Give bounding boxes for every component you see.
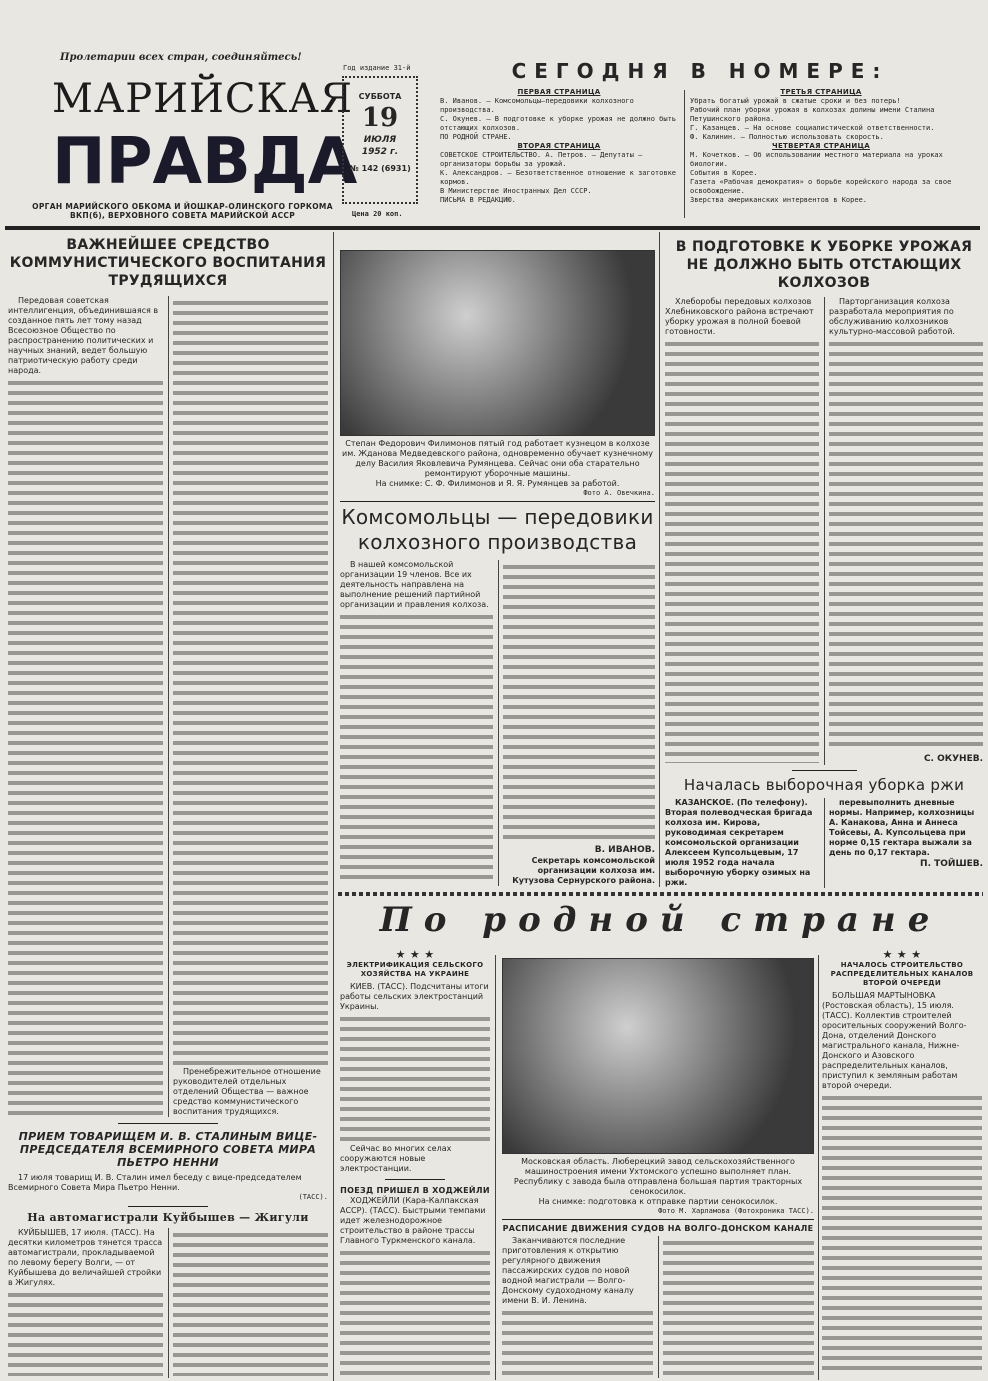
stalin-source: (ТАСС). [298, 1193, 328, 1201]
harvest-headline: В ПОДГОТОВКЕ К УБОРКЕ УРОЖАЯ НЕ ДОЛЖНО БЫТЬ ОТСТАЮЩИХ КОЛХОЗОВ [675, 239, 973, 291]
highway-lead: КУЙБЫШЕВ, 17 июля. (ТАСС). На десятки километров тянется трасса автомагистрали, прокладываемой по левому берегу Волги, — от Куйбышева до величайшей стройки в Жигулях. [8, 1228, 163, 1287]
contents-title: СЕГОДНЯ В НОМЕРЕ: [511, 59, 889, 83]
photo2-caption: Московская область. Люберецкий завод сельскохозяйственного машиностроения имени Ухтомского успешно выполняет план. Республику с завода была отправлена большая партия тракторных сенокосилок. [513, 1157, 803, 1196]
editorial-text-column [173, 298, 328, 1065]
contents-item[interactable]: ПО РОДНОЙ СТРАНЕ. [440, 133, 512, 141]
editorial-headline: ВАЖНЕЙШЕЕ СРЕДСТВО КОММУНИСТИЧЕСКОГО ВОСПИТАНИЯ ТРУДЯЩИХСЯ [9, 237, 327, 289]
day: 19 [361, 103, 399, 133]
komsomol-text-column [340, 612, 493, 884]
rye-headline: Началась выборочная уборка ржи [683, 776, 965, 794]
contents-item[interactable]: К. Александров. — Безответственное отношение к заготовке кормов. [440, 169, 677, 186]
komsomol-author: В. ИВАНОВ. [594, 845, 655, 855]
newspaper-title-line1: МАРИЙСКАЯ [52, 76, 354, 122]
publisher-line: ОРГАН МАРИЙСКОГО ОБКОМА И ЙОШКАР-ОЛИНСКОГО ГОРКОМА ВКП(б), ВЕРХОВНОГО СОВЕТА МАРИЙСКОЙ АССР [32, 202, 333, 220]
canals-lead: БОЛЬШАЯ МАРТЫНОВКА (Ростовская область), 15 июля. (ТАСС). Коллектив строителей оросительных сооружений Волго-Дона, отделений Донского магистрального канала, Нижне-Донского и Азовского распределительных каналов, приступил к земляным работам второй очереди. [822, 991, 967, 1090]
canals-text [822, 1093, 982, 1376]
highway-text-column [8, 1290, 163, 1376]
canals-headline: НАЧАЛОСЬ СТРОИТЕЛЬСТВО РАСПРЕДЕЛИТЕЛЬНЫХ КАНАЛОВ ВТОРОЙ ОЧЕРЕДИ [830, 961, 974, 987]
rye-lead: КАЗАНСКОЕ. (По телефону). Вторая полеводческая бригада колхоза им. Кирова, руководимая секретарем комсомольской организации Алексеем Купсольцевым, 17 июля 1952 года начала выборочную уборку озимых на ржи. [665, 798, 813, 887]
stars-ornament: ★ ★ ★ [395, 948, 435, 961]
photo1-caption: Степан Федорович Филимонов пятый год работает кузнецом в колхозе им. Жданова Медведевского района, одновременно обучает кузнечному делу Василия Яковлевича Румянцева. Сейчас они оба старательно ремонтируют уборочные машины. [342, 439, 653, 478]
train-text [340, 1248, 490, 1376]
price: Цена 20 коп. [352, 210, 403, 218]
contents-item[interactable]: Зверства американских интервентов в Корее. [690, 196, 868, 204]
contents-item[interactable]: События в Корее. [690, 169, 758, 177]
contents-item[interactable]: Ф. Калинин. — Полностью использовать скорость. [690, 133, 884, 141]
photo-blacksmiths [340, 250, 655, 436]
month: ИЮЛЯ [363, 135, 397, 145]
publication-year: Год издание 31-й [343, 64, 411, 72]
contents-item[interactable]: Газета «Рабочая демократия» о борьбе корейского народа за свое освобождение. [690, 178, 952, 195]
section-heading: ЧЕТВЕРТАЯ СТРАНИЦА [772, 142, 870, 150]
rye-lead2: перевыполнить дневные нормы. Например, колхозницы А. Канакова, Анна и Аннеса Тойсевы, А. Купсольцева при норме 0,15 гектара выжали за день по 0,17 гектара. [829, 798, 975, 857]
rye-author: П. ТОЙШЕВ. [920, 859, 983, 869]
stalin-text: 17 июля товарищ И. В. Сталин имел беседу с вице-председателем Всемирного Совета Мира Пьетро Ненни. [8, 1173, 302, 1192]
contents-item[interactable]: С. Окунев. — В подготовке к уборке урожая не должно быть отстающих колхозов. [440, 115, 677, 132]
schedule-text [663, 1238, 814, 1376]
year-date: 1952 г. [361, 147, 399, 157]
section-heading: ВТОРАЯ СТРАНИЦА [517, 142, 601, 150]
schedule-lead: Заканчиваются последние приготовления к открытию регулярного движения пассажирских судов по новой водной магистрали — Волго-Донскому судоходному каналу имени В. И. Ленина. [502, 1236, 634, 1305]
electrification-closing: Сейчас во многих селах сооружаются новые электростанции. [340, 1144, 452, 1173]
contents-right [690, 88, 952, 205]
schedule-text [502, 1308, 653, 1376]
harvest-lead: Хлеборобы передовых колхозов Хлебниковского района встречают уборку урожая в полной боевой готовности. [665, 297, 814, 336]
right-column [665, 238, 983, 888]
train-lead: ХОДЖЕЙЛИ (Кара-Калпакская АССР). (ТАСС). Быстрыми темпами идет железнодорожное строительство в районе трассы Главного Туркменского канала. [340, 1196, 486, 1245]
photo1-caption2: На снимке: С. Ф. Филимонов и Я. Я. Румянцев за работой. [375, 479, 620, 488]
photo-mowers [502, 958, 814, 1154]
contents-left [440, 88, 678, 205]
stars-ornament: ★ ★ ★ [882, 948, 922, 961]
contents-item[interactable]: ПИСЬМА В РЕДАКЦИЮ. [440, 196, 516, 204]
harvest-author: С. ОКУНЕВ. [923, 754, 983, 764]
newspaper-title-line2: ПРАВДА [52, 125, 358, 199]
issue-number: № 142 (6931) [349, 164, 411, 173]
bottom-middle-column [502, 958, 814, 1378]
komsomol-lead: В нашей комсомольской организации 19 членов. Все их деятельность направлена на выполнение решений партийной организации и правления колхоза. [340, 560, 489, 609]
bottom-left-column [340, 948, 490, 1378]
photo1-credit: Фото А. Овечкина. [583, 489, 655, 497]
editorial-closing: Пренебрежительное отношение руководителей отдельных отделений Общества — важное средство коммунистического воспитания трудящихся. [173, 1067, 321, 1116]
harvest-lead2: Парторганизация колхоза разработала мероприятия по обслуживанию колхозников культурно-массовой работой. [829, 297, 955, 336]
harvest-text-column [829, 339, 983, 751]
schedule-headline: РАСПИСАНИЕ ДВИЖЕНИЯ СУДОВ НА ВОЛГО-ДОНСКОМ КАНАЛЕ [502, 1224, 814, 1233]
komsomol-headline: Комсомольцы — передовики колхозного производства [341, 505, 654, 554]
highway-text-column [173, 1230, 328, 1376]
section-banner: По родной стране [379, 900, 942, 940]
left-column [8, 236, 328, 1378]
stalin-headline: ПРИЕМ ТОВАРИЩЕМ И. В. СТАЛИНЫМ ВИЦЕ-ПРЕДСЕДАТЕЛЯ ВСЕМИРНОГО СОВЕТА МИРА ПЬЕТРО НЕННИ [18, 1130, 318, 1169]
electrification-lead: КИЕВ. (ТАСС). Подсчитаны итоги работы сельских электростанций Украины. [340, 982, 489, 1011]
bottom-right-column [822, 948, 982, 1378]
contents-item[interactable]: Убрать богатый урожай в сжатые сроки и без потерь! [690, 97, 901, 105]
electrification-headline: ЭЛЕКТРИФИКАЦИЯ СЕЛЬСКОГО ХОЗЯЙСТВА НА УКРАИНЕ [346, 961, 484, 978]
contents-item[interactable]: В Министерстве Иностранных Дел СССР. [440, 187, 592, 195]
contents-item[interactable]: Рабочий план уборки урожая в колхозах долины имени Сталина Петушинского района. [690, 106, 935, 123]
middle-column [340, 250, 655, 886]
contents-item[interactable]: М. Кочетков. — Об использовании местного материала на уроках биологии. [690, 151, 943, 168]
contents-item[interactable]: СОВЕТСКОЕ СТРОИТЕЛЬСТВО. А. Петров. — Депутаты — организаторы борьбы за урожай. [440, 151, 643, 168]
contents-item[interactable]: Г. Казанцев. — На основе социалистической ответственности. [690, 124, 935, 132]
contents-item[interactable]: В. Иванов. — Комсомольцы—передовики колхозного производства. [440, 97, 634, 114]
electrification-text [340, 1014, 490, 1142]
photo2-caption2: На снимке: подготовка к отправке партии сенокосилок. [538, 1197, 778, 1206]
date-box [342, 76, 418, 204]
motto: Пролетарии всех стран, соединяйтесь! [60, 52, 302, 63]
editorial-text-column [8, 378, 163, 1115]
section-heading: ПЕРВАЯ СТРАНИЦА [517, 88, 601, 96]
train-headline: ПОЕЗД ПРИШЕЛ В ХОДЖЕЙЛИ [340, 1186, 490, 1195]
harvest-text-column [665, 339, 819, 763]
komsomol-text-column [503, 562, 656, 842]
section-heading: ТРЕТЬЯ СТРАНИЦА [780, 88, 862, 96]
highway-headline: На автомагистрали Куйбышев — Жигули [27, 1211, 309, 1224]
komsomol-author-title: Секретарь комсомольской организации колхоза им. Кутузова Сернурского района. [512, 856, 655, 885]
weekday: СУББОТА [358, 92, 402, 101]
photo2-credit: Фото М. Харламова (Фотохроника ТАСС). [658, 1207, 814, 1215]
editorial-lead: Передовая советская интеллигенция, объединившаяся в созданное пять лет тому назад Всесоюзное Общество по распространению политических и научных знаний, ведет большую патриотическую работу среди народа. [8, 296, 159, 375]
